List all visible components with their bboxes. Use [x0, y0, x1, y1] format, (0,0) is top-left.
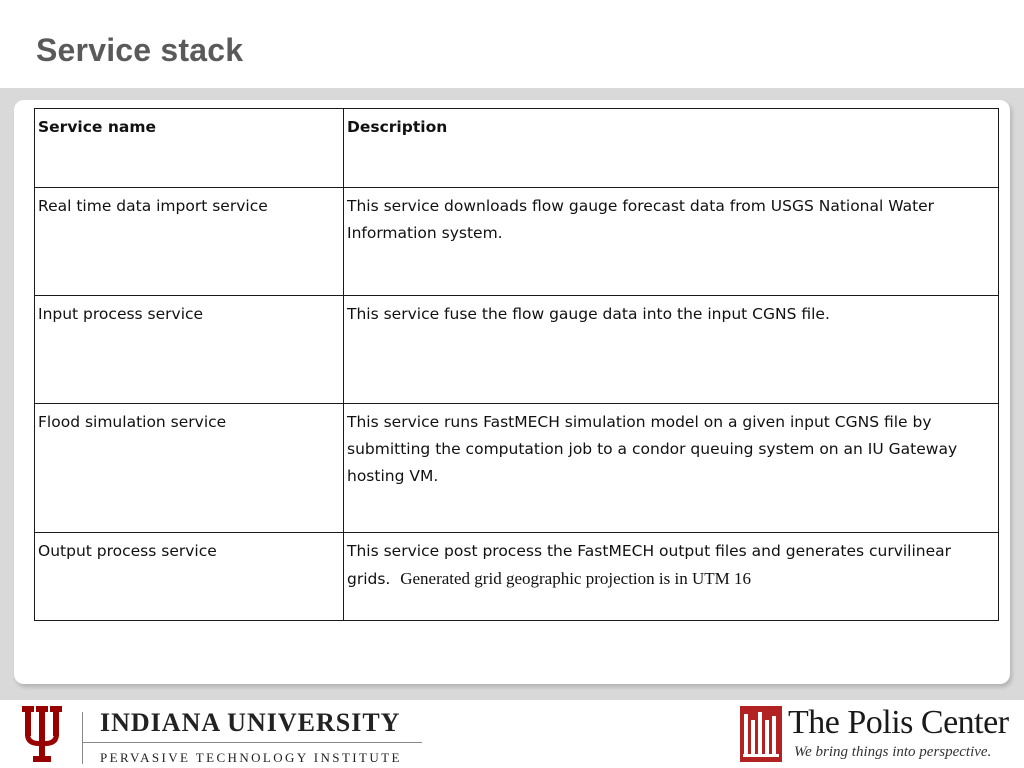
polis-tagline: We bring things into perspective.: [794, 744, 992, 760]
slide-title: Service stack: [36, 32, 244, 68]
header-description: Description: [344, 109, 999, 188]
header-service-name: Service name: [35, 109, 344, 188]
iu-trident-icon: [18, 704, 66, 764]
service-name-cell: Input process service: [35, 296, 344, 404]
description-text: This service post process the FastMECH output files and generates curvilinear grids.: [347, 542, 952, 588]
polis-footer-logo: [740, 704, 1020, 766]
service-name-cell: Real time data import service: [35, 188, 344, 296]
description-extra-text: Generated grid geographic projection is in UTM 16: [400, 569, 751, 588]
table-row: [35, 188, 999, 296]
table-row: [35, 296, 999, 404]
table-row: [35, 533, 999, 621]
description-cell: This service downloads flow gauge forecast data from USGS National Water Information system.: [344, 188, 999, 296]
iu-name: INDIANA UNIVERSITY: [100, 708, 401, 737]
iu-footer-logo: [18, 704, 438, 764]
polis-name: The Polis Center: [788, 704, 1009, 741]
description-cell: This service fuse the flow gauge data into the input CGNS file.: [344, 296, 999, 404]
service-name-cell: Output process service: [35, 533, 344, 621]
polis-building-icon: [740, 706, 782, 762]
iu-divider: [82, 712, 83, 764]
iu-subtitle: PERVASIVE TECHNOLOGY INSTITUTE: [100, 750, 402, 765]
service-table: [34, 108, 999, 621]
table-row: [35, 404, 999, 533]
description-cell: [344, 533, 999, 621]
description-cell: This service runs FastMECH simulation model on a given input CGNS file by submitting the computation job to a condor queuing system on an IU Gateway hosting VM.: [344, 404, 999, 533]
table-header-row: [35, 109, 999, 188]
service-name-cell: Flood simulation service: [35, 404, 344, 533]
iu-rule: [82, 742, 422, 743]
